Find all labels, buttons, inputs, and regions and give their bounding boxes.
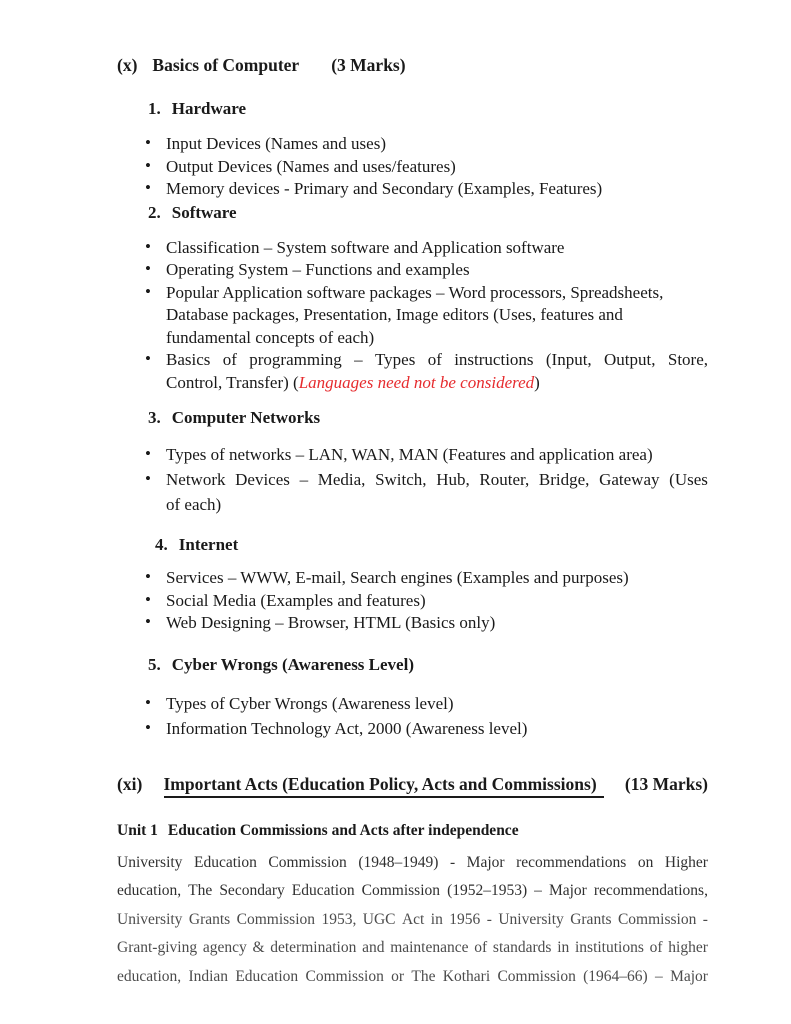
- section-x-body: [117, 99, 708, 741]
- word: Secondary: [219, 882, 285, 899]
- word: 1953,: [321, 910, 357, 928]
- syllabus-item: [117, 467, 708, 517]
- section-xi-heading: [117, 772, 708, 798]
- bullet-icon: •: [145, 259, 151, 278]
- word: UGC: [362, 910, 396, 928]
- item-text: [166, 467, 708, 517]
- red-note-text: Languages need not be considered: [298, 372, 535, 392]
- subsection-title: Computer Networks: [171, 408, 321, 427]
- word: –: [534, 882, 542, 899]
- word: University: [117, 910, 183, 928]
- item-text: [166, 716, 708, 741]
- text-line: Information Technology Act, 2000 (Awareness level): [166, 718, 528, 738]
- word: Indian: [188, 967, 229, 985]
- word: University: [498, 910, 564, 928]
- word: and: [362, 939, 385, 956]
- subsection-heading: [117, 408, 708, 428]
- word: Commission: [361, 882, 441, 899]
- bullet-icon: •: [145, 717, 151, 737]
- subsection-heading: [117, 535, 708, 555]
- subsection-heading: [117, 99, 708, 119]
- item-text: [166, 349, 708, 394]
- word: Commission: [268, 853, 347, 871]
- word: Commission: [497, 967, 576, 985]
- word: Kothari: [442, 967, 491, 985]
- word: Store,: [667, 350, 708, 369]
- word: (1964–66): [583, 967, 648, 985]
- word: Education: [235, 967, 299, 985]
- word: -: [486, 910, 492, 928]
- section-x-heading: [117, 55, 708, 75]
- syllabus-item: [117, 133, 708, 156]
- word: Grant-giving: [117, 939, 198, 956]
- item-text: [166, 567, 708, 590]
- word: Devices: [235, 470, 290, 489]
- subsection-heading: [117, 203, 708, 223]
- bullet-icon: •: [145, 612, 151, 631]
- text-segment: ): [534, 372, 540, 392]
- word: Education: [291, 882, 355, 899]
- text-line: [117, 906, 708, 935]
- word: Grants: [570, 910, 612, 928]
- word: Major: [548, 882, 587, 899]
- bullet-icon: •: [145, 133, 151, 152]
- unit-label: Unit 1: [117, 821, 158, 839]
- word: &: [252, 939, 265, 956]
- word: The: [188, 882, 213, 899]
- word: of: [474, 939, 488, 956]
- item-text: [166, 282, 708, 350]
- item-text: [166, 590, 708, 613]
- subsection-title: Cyber Wrongs (Awareness Level): [171, 654, 414, 674]
- syllabus-item: [117, 442, 708, 467]
- word: Commission: [305, 967, 384, 985]
- syllabus-item: [117, 237, 708, 260]
- syllabus-item: [117, 691, 708, 716]
- word: Switch,: [375, 470, 427, 489]
- word: (Uses: [669, 470, 708, 489]
- syllabus-item: [117, 156, 708, 179]
- word: Major: [466, 853, 505, 871]
- word: Bridge,: [538, 470, 590, 489]
- subsection-number: 3.: [148, 408, 161, 427]
- section-xi-title: Important Acts (Education Policy, Acts and Commissions): [164, 772, 604, 798]
- word: of: [649, 939, 663, 956]
- text-line: Operating System – Functions and examples: [166, 260, 470, 279]
- syllabus-item: [117, 612, 708, 635]
- word: Education: [193, 853, 257, 871]
- bullet-icon: •: [145, 589, 151, 609]
- bullet-icon: •: [145, 349, 151, 368]
- subsection-number: 1.: [148, 99, 161, 118]
- bullet-list: [117, 567, 708, 635]
- word: Types: [374, 350, 416, 369]
- subsection-number: 5.: [148, 654, 161, 674]
- text-line: [117, 934, 708, 963]
- unit-title: Education Commissions and Acts after independence: [167, 821, 519, 839]
- text-segment: Control, Transfer) (: [166, 372, 299, 392]
- item-text: [166, 156, 708, 179]
- word: -: [702, 910, 708, 928]
- text-line: Classification – System software and Application software: [166, 237, 565, 257]
- word: Act: [401, 910, 425, 928]
- text-line: of each): [166, 495, 222, 514]
- syllabus-item: [117, 178, 708, 201]
- word: determination: [270, 939, 357, 956]
- word: higher: [668, 939, 708, 956]
- item-text: [166, 442, 708, 467]
- text-line: Types of networks – LAN, WAN, MAN (Features and application area): [166, 445, 653, 464]
- word: (Input,: [545, 350, 592, 369]
- word: –: [299, 470, 309, 489]
- text-line: Types of Cyber Wrongs (Awareness level): [166, 693, 454, 713]
- item-text: [166, 691, 708, 716]
- text-line: Popular Application software packages – Word processors, Spreadsheets,: [166, 282, 664, 302]
- word: programming: [249, 350, 342, 369]
- word: Higher: [664, 853, 708, 871]
- item-text: [166, 178, 708, 201]
- unit-heading: [117, 821, 708, 841]
- word: or: [391, 967, 405, 985]
- unit-paragraph: [117, 849, 708, 992]
- subsection: [117, 655, 708, 741]
- word: of: [427, 350, 442, 369]
- bullet-icon: •: [145, 178, 151, 197]
- text-line: [117, 963, 708, 992]
- subsection: [117, 408, 708, 517]
- text-line: Input Devices (Names and uses): [166, 134, 386, 153]
- section-x-title: Basics of Computer: [152, 55, 300, 75]
- word: Grants: [188, 910, 231, 928]
- word: education,: [117, 967, 182, 985]
- bullet-icon: •: [145, 469, 151, 488]
- word: Output,: [604, 350, 656, 369]
- word: Network: [166, 470, 226, 489]
- word: institutions: [574, 939, 644, 956]
- word: Basics: [166, 350, 211, 369]
- bullet-list: [117, 691, 708, 741]
- syllabus-item: [117, 567, 708, 590]
- text-line: [166, 349, 708, 372]
- subsection: [117, 203, 708, 395]
- word: instructions: [454, 350, 534, 369]
- word: Major: [670, 967, 708, 985]
- word: recommendations,: [593, 882, 708, 899]
- section-x-label: (x): [117, 55, 138, 75]
- word: –: [655, 967, 663, 985]
- text-line: fundamental concepts of each): [166, 327, 375, 347]
- text-line: [117, 849, 708, 878]
- section-xi-label: (xi): [117, 773, 143, 794]
- item-text: [166, 612, 708, 635]
- section-xi-marks: (13 Marks): [624, 773, 708, 794]
- word: Hub,: [436, 470, 470, 489]
- text-line: [166, 467, 708, 492]
- subsection-number: 2.: [148, 202, 161, 222]
- word: recommendations: [516, 853, 627, 871]
- subsection: [117, 535, 708, 635]
- word: Media,: [317, 470, 366, 489]
- syllabus-item: [117, 282, 708, 350]
- subsection-title: Internet: [178, 535, 239, 554]
- text-line: Web Designing – Browser, HTML (Basics only): [166, 613, 496, 632]
- text-line: Memory devices - Primary and Secondary (Examples, Features): [166, 179, 603, 198]
- bullet-list: [117, 237, 708, 395]
- word: agency: [202, 939, 247, 956]
- bullet-icon: •: [145, 155, 151, 175]
- word: education,: [117, 882, 182, 899]
- word: Router,: [479, 470, 530, 489]
- item-text: [166, 237, 708, 260]
- word: The: [411, 967, 436, 985]
- bullet-icon: •: [145, 281, 151, 301]
- syllabus-item: [117, 259, 708, 282]
- bullet-icon: •: [145, 236, 151, 256]
- word: Commission: [617, 910, 697, 928]
- word: (1948–1949): [358, 853, 439, 871]
- word: -: [449, 853, 456, 871]
- section-x-marks: (3 Marks): [331, 55, 406, 75]
- word: maintenance: [390, 939, 469, 956]
- item-text: [166, 133, 708, 156]
- word: University: [117, 853, 183, 871]
- word: Gateway: [599, 470, 660, 489]
- word: standards: [492, 939, 552, 956]
- text-line: Output Devices (Names and uses/features): [166, 156, 456, 176]
- subsection-number: 4.: [155, 535, 168, 554]
- subsection-heading: [117, 655, 708, 675]
- word: in: [430, 910, 443, 928]
- syllabus-item: [117, 716, 708, 741]
- bullet-icon: •: [145, 692, 151, 712]
- word: in: [557, 939, 570, 956]
- text-line: Social Media (Examples and features): [166, 590, 426, 610]
- text-line: [166, 372, 708, 395]
- bullet-icon: •: [145, 567, 151, 586]
- word: on: [637, 853, 654, 871]
- subsection-title: Hardware: [171, 99, 247, 118]
- subsection: [117, 99, 708, 201]
- word: Commission: [236, 910, 316, 928]
- text-line: [117, 877, 708, 906]
- syllabus-item: [117, 349, 708, 394]
- bullet-list: [117, 133, 708, 201]
- word: 1956: [449, 910, 481, 928]
- item-text: [166, 259, 708, 282]
- word: (1952–1953): [447, 882, 528, 899]
- text-line: Services – WWW, E-mail, Search engines (Examples and purposes): [166, 568, 629, 587]
- word: of: [222, 350, 237, 369]
- syllabus-item: [117, 590, 708, 613]
- bullet-list: [117, 442, 708, 517]
- subsection-title: Software: [171, 202, 237, 222]
- text-line: Database packages, Presentation, Image editors (Uses, features and: [166, 305, 623, 324]
- bullet-icon: •: [145, 444, 151, 463]
- word: –: [354, 350, 363, 369]
